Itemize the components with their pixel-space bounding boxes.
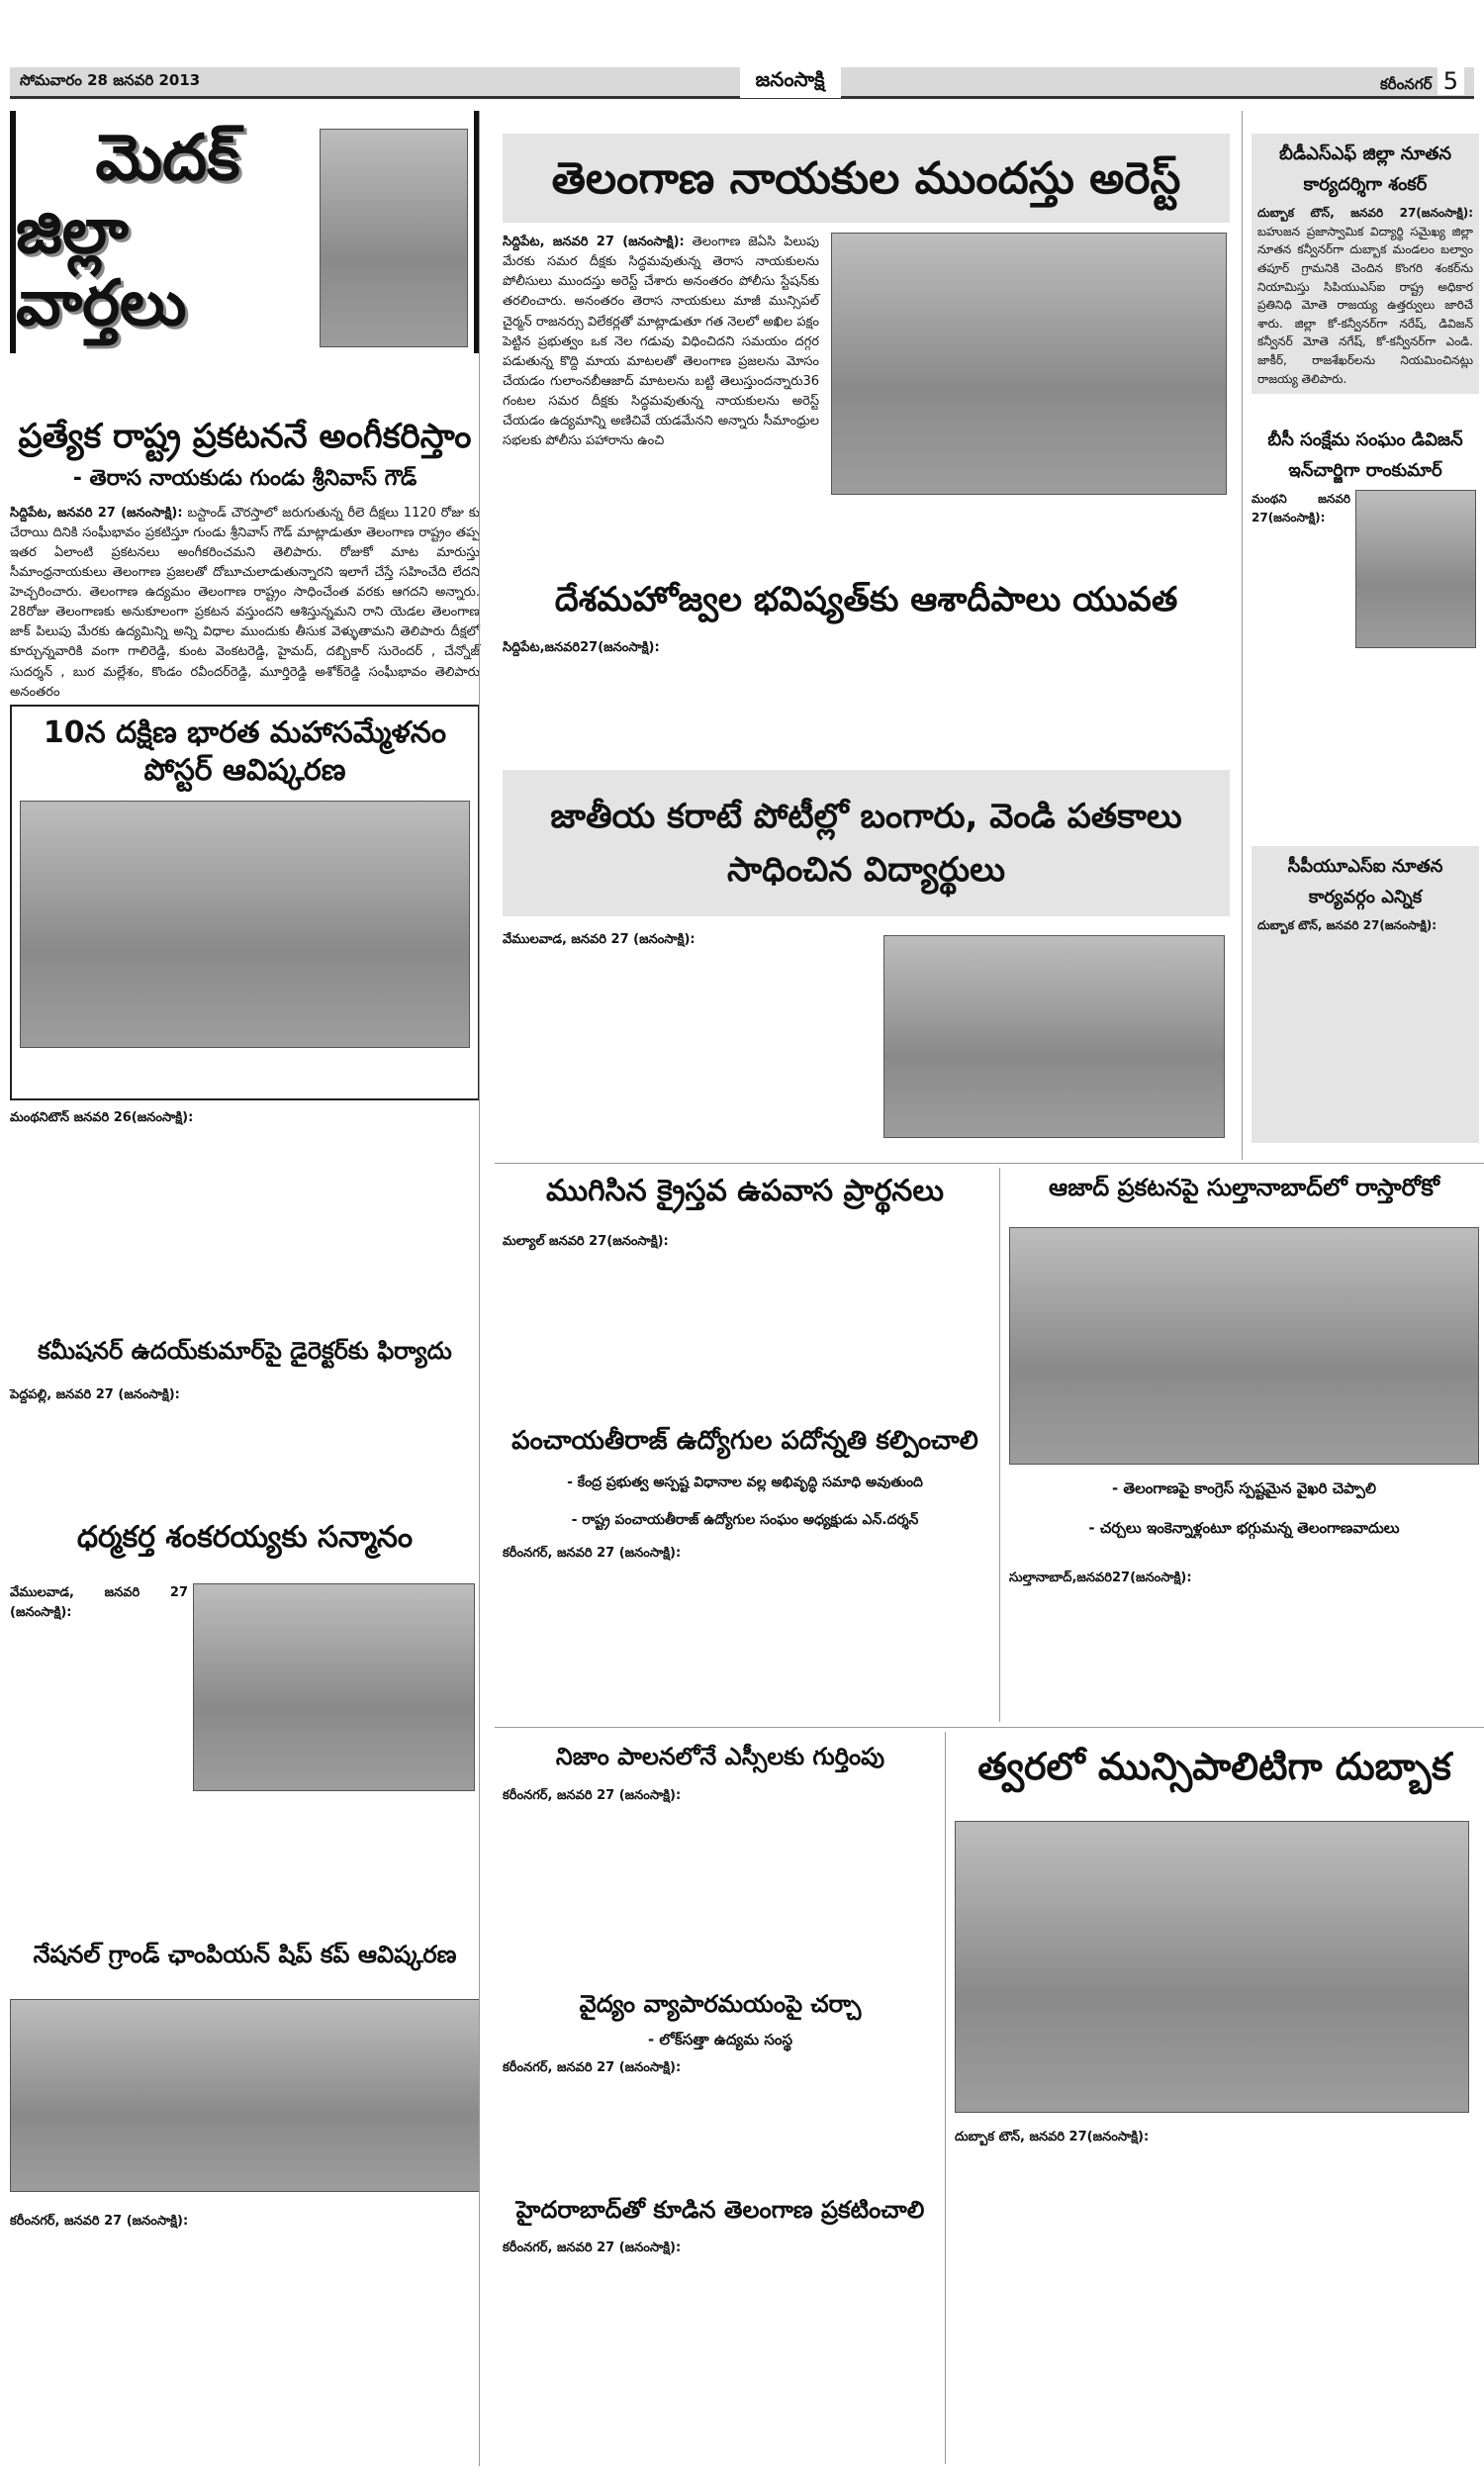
article-body: తెలంగాణ జెఏసి పిలుపు మేరకు సమర దీక్షకు సిద్ధమవుతున్న తెరాస నాయకులను పోలీసులు ముందస్తు అరెస్ట్ చేశారు అనంతరం పోలీసు స్టేషన్‌కు తరలించారు. అనంతరం తెరాస నాయకులు మాజీ మున్సిపల్ చైర్మన్ రాజనర్సు విలేకర్లతో మాట్లాడుతూ గత నెలలో అఖిల పక్షం పెట్టిన ప్రభుత్వం ఒక నెల గడువు విధించిదని సమయం దగ్గర పడుతున్న కొద్ది మాయ మాటలతో తెలంగాణ ప్రజలను మోసం చేయడం గులాంనబీఆజాద్ మాటలను బట్టి తెలుస్తుందన్నారు36 గంటల సమర దీక్షకు సిద్ధమవుతున్న నాయకులను అరెస్ట్ చేయడం ఉద్యమాన్ని అణిచివే యడమేనని అన్నారు సీమాంధ్రుల సభలకు పోలీసు పహారాను ఉంచి	[503, 235, 820, 449]
dateline: కరీంనగర్, జనవరి 27 (జనంసాక్షి):	[503, 1546, 682, 1561]
dateline: వేములవాడ, జనవరి 27 (జనంసాక్షి):	[503, 932, 696, 947]
medak-title: మెదక్	[95, 122, 240, 196]
article-state	[10, 416, 480, 703]
article-body: బహుజన ప్రజాస్వామిక విద్యార్థి సమైఖ్య జిల్లా నూతన కన్వీనర్‌గా దుబ్బాక మండలం బల్వాం తపూర్ గ్రామనికి చెందిన కొంగరి శంకర్‌ను నియామిస్తు సిపియుఎస్ఐ రాష్ట్ర అధికార ప్రతినిధి మోతె రాజయ్య ఉత్తర్వులు జారిచే శారు. జిల్లా కో-కన్వీనర్‌గా నరేష్, డివిజన్ కన్వీనర్ మోతె నగేష్, కో-కన్వీనర్‌గా ఎండి. జాకీర్, రాజశేఖర్‌లను నియమించినట్లు రాజయ్య తెలిపారు.	[1257, 224, 1473, 386]
article-cpusi	[1252, 846, 1479, 1143]
article-karate-headline-box	[503, 770, 1230, 916]
ramkumar-portrait	[1355, 490, 1476, 648]
dateline: దుబ్బాక టౌన్, జనవరి 27(జనంసాక్షి):	[1257, 918, 1438, 933]
headline: కమీషనర్ ఉదయ్‌కుమార్‌పై డైరెక్టర్‌కు ఫిర్యాదు	[38, 1337, 452, 1365]
newspaper-logo: జనంసాక్షి	[740, 65, 841, 98]
article-arrest-headline-box	[503, 134, 1230, 223]
subheadline: - చర్చలు ఇంకెన్నాళ్లంటూ భగ్గుమన్న తెలంగాణవాదులు	[1088, 1519, 1400, 1537]
dateline: సుల్తానాబాద్,జనవరి27(జనంసాక్షి):	[1009, 1570, 1192, 1585]
dubbaka-site-photo	[955, 1821, 1469, 2113]
headline: సీపీయూఎస్ఐ నూతన కార్యవర్గం ఎన్నిక	[1287, 856, 1443, 907]
karate-students-photo	[883, 935, 1225, 1138]
article-bdsf	[1252, 134, 1479, 394]
subheadline: - కేంద్ర ప్రభుత్వ అస్పష్ట విధానాల వల్ల అభివృద్ధి సమాధి అవుతుంది	[567, 1475, 923, 1490]
dateline: దుబ్బాక టౌన్, జనవరి 27(జనంసాక్షి):	[1257, 206, 1473, 221]
district-news-title: జిల్లా వార్తలు	[16, 194, 187, 341]
subheadline: - రాష్ట్ర పంచాయతీరాజ్ ఉద్యోగుల సంఘం అధ్యక్షుడు ఎన్.దర్శన్	[571, 1512, 919, 1528]
dateline: వేములవాడ, జనవరి 27 (జనంసాక్షి):	[10, 1585, 188, 1621]
headline: ప్రత్యేక రాష్ట్ర ప్రకటననే అంగీకరిస్తాం	[18, 417, 472, 456]
dateline: మంథనిటౌన్ జనవరి 26(జనంసాక్షి):	[10, 1110, 194, 1125]
headline: నిజాం పాలనలోనే ఎస్సీలకు గుర్తింపు	[555, 1743, 885, 1770]
headline: బీడీఎస్ఎఫ్ జిల్లా నూతన కార్యదర్శిగా శంకర్	[1278, 143, 1452, 195]
dateline: పెద్దపల్లి, జనవరి 27 (జనంసాక్షి):	[10, 1387, 180, 1402]
headline: ముగిసిన క్రైస్తవ ఉపవాస ప్రార్థనలు	[546, 1174, 944, 1208]
arrested-leaders-photo	[831, 233, 1227, 495]
poster-release-photo	[20, 801, 470, 1048]
edition	[1380, 67, 1464, 97]
issue-date: సోమవారం 28 జనవరి 2013	[20, 70, 201, 89]
headline: వైద్యం వ్యాపారమయంపై చర్చా	[579, 1990, 862, 2018]
masthead-bar	[10, 67, 1474, 99]
headline: నేషనల్ గ్రాండ్ ఛాంపియన్ షిప్ కప్ ఆవిష్కరణ	[33, 1941, 457, 1968]
dateline: మల్యాల్ జనవరి 27(జనంసాక్షి):	[503, 1234, 669, 1249]
article-poster	[10, 705, 480, 1100]
article-body: బస్టాండ్ చౌరస్తాలో జరుగుతున్న రీలె దీక్షలు 1120 రోజు కు చేరాయి దినికి సంఘీభావం ప్రకటిస్తూ గుండు శ్రీనివాస్ గౌడ్ మాట్లాడుతూ తెలంగాణ రాష్ట్రం తప్ప ఇతర ఏలాంటి ప్రకటనలు అంగీకరించమని తెలిపారు. రోజుకో మాట మారుస్తు సీమాంధ్రనాయకులు తెలంగాణ ప్రజలతో దోబూచులాడుతున్నారని ఇలాగే చేస్తే సహించేది లేదని హెచ్చరించారు. తెలంగాణ ఉద్యమం తెలంగాణ రాష్ట్రం సాధించేంత వరకు ఆగదని అన్నారు. 28రోజు తెలంగాణకు అనుకూలంగా ప్రకటన వస్తుందని ఆశిస్తున్నమని రాని యెడల తెలంగాణ జాక్ పిలుపు మేరకు ఉద్యమిన్ని అన్ని విధాల ముందుకు తీసుక వెళ్ళుతామని తెలిపారు దీక్షలో కూర్చున్నవారికి వంగా గాలిరెడ్డి, కుంట వెంకటరెడ్డి, హైమద్, దబ్బికార్ సురెందర్ , చేన్నోజ్ సుదర్శన్ , బుర మల్లేశం, కొండం రవీందర్‌రెడ్డి, మూర్తిరెడ్డి అశోక్‌రెడ్డి సంఘీభావం తెలిపారు అనంతరం	[10, 505, 480, 700]
headline: త్వరలో మున్సిపాలిటిగా దుబ్బాక	[977, 1745, 1451, 1788]
headline: పంచాయతీరాజ్ ఉద్యోగుల పదోన్నతి కల్పించాలి	[511, 1426, 978, 1456]
subheadline: - తెరాస నాయకుడు గుండు శ్రీనివాస్ గౌడ్	[72, 465, 417, 491]
page-number: 5	[1438, 67, 1464, 95]
subheadline: - లోక్‌సత్తా ఉద్యమ సంస్థ	[647, 2031, 793, 2048]
dateline: కరీంనగర్, జనవరి 27 (జనంసాక్షి):	[503, 1788, 682, 1803]
headline: దేశమహోజ్వల భవిష్యత్‌కు ఆశాదీపాలు యువత	[554, 580, 1178, 619]
dateline: కరీంనగర్, జనవరి 27 (జనంసాక్షి):	[503, 2240, 682, 2255]
headline: హైదరాబాద్‌తో కూడిన తెలంగాణ ప్రకటించాలి	[515, 2196, 925, 2224]
dateline: దుబ్బాక టౌన్, జనవరి 27(జనంసాక్షి):	[955, 2130, 1150, 2144]
church-tower-photo	[320, 129, 468, 347]
subheadline: - తెలంగాణపై కాంగ్రెస్ స్పష్టమైన వైఖరి చెప్పాలి	[1111, 1479, 1377, 1497]
headline: బీసీ సంక్షేమ సంఘం డివిజన్ ఇన్‌చార్జిగా రాంకుమార్	[1267, 429, 1463, 481]
dateline: సిద్దిపేట, జనవరి 27 (జనంసాక్షి):	[10, 505, 183, 521]
headline: ఆజాద్ ప్రకటనపై సుల్తానాబాద్‌లో రాస్తారోకో	[1049, 1174, 1439, 1201]
medak-section-banner	[10, 111, 480, 353]
edition-name: కరీంనగర్	[1379, 74, 1433, 93]
headline: తెలంగాణ నాయకుల ముందస్తు అరెస్ట్	[551, 152, 1181, 204]
felicitation-photo	[193, 1583, 475, 1791]
dateline: మంథని జనవరి 27(జనంసాక్షి):	[1252, 492, 1350, 524]
headline: ధర్మకర్త శంకరయ్యకు సన్మానం	[76, 1520, 414, 1555]
rasta-roko-photo	[1009, 1227, 1479, 1465]
dateline: కరీంనగర్, జనవరి 27 (జనంసాక్షి):	[503, 2060, 682, 2075]
headline: 10న దక్షిణ భారత మహాసమ్మేళనం పోస్టర్ ఆవిష్కరణ	[43, 715, 447, 788]
championship-cup-photo	[10, 1999, 480, 2192]
headline: జాతీయ కరాటే పోటీల్లో బంగారు, వెండి పతకాలు సాధించిన విద్యార్థులు	[550, 796, 1182, 890]
dateline: సిద్దిపేట, జనవరి 27 (జనంసాక్షి):	[503, 235, 685, 249]
dateline: సిద్దిపేట,జనవరి27(జనంసాక్షి):	[503, 640, 660, 655]
dateline: కరీంనగర్, జనవరి 27 (జనంసాక్షి):	[10, 2214, 189, 2229]
